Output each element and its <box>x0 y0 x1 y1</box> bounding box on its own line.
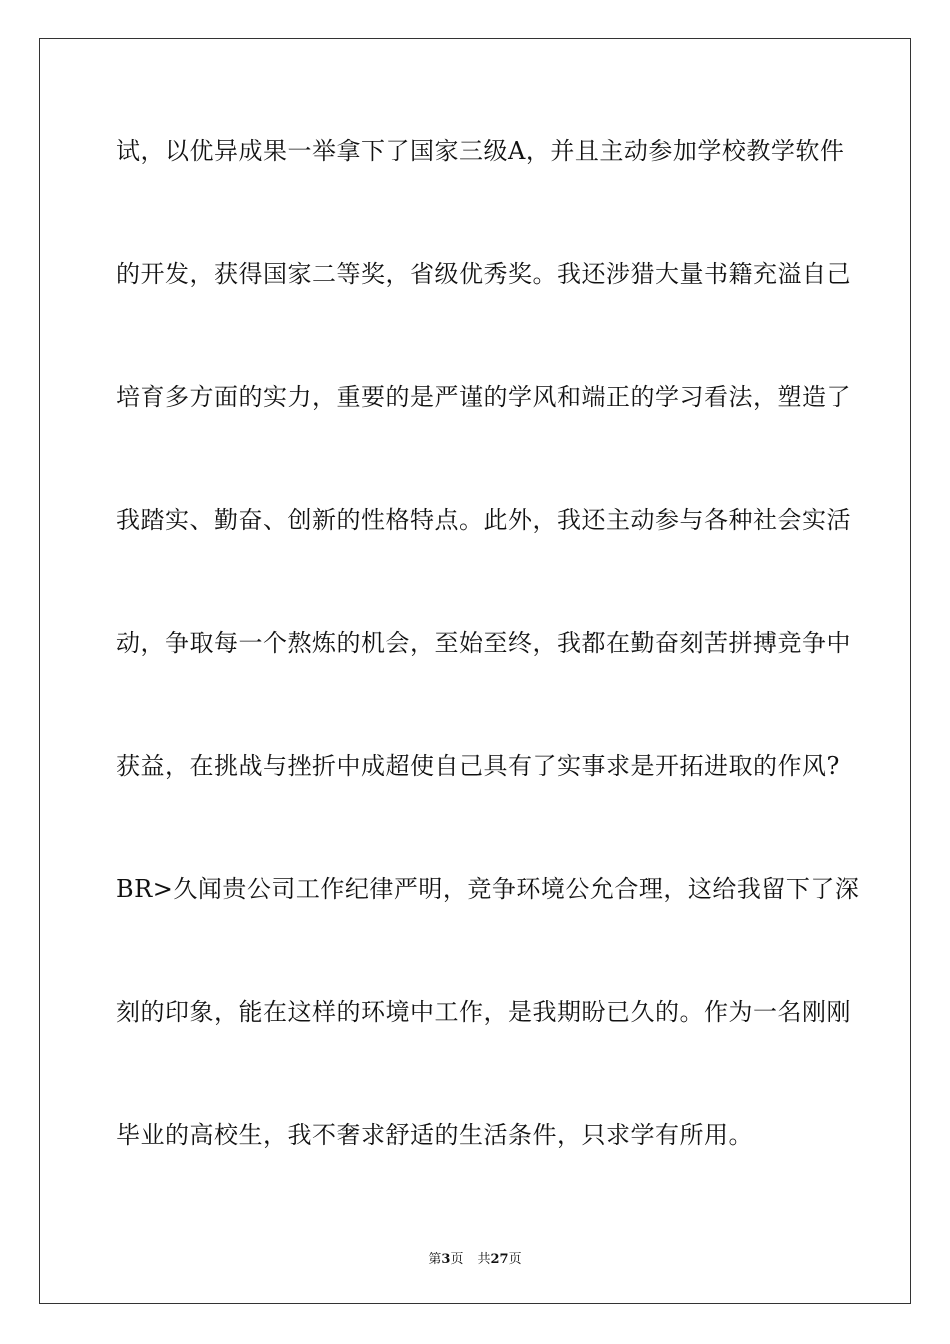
body-text-line: BR>久闻贵公司工作纪律严明，竞争环境公允合理，这给我留下了深 <box>116 875 860 903</box>
page-prefix: 第 <box>428 1252 442 1267</box>
body-text-line: 培育多方面的实力，重要的是严谨的学风和端正的学习看法，塑造了 <box>116 383 851 411</box>
body-text-line: 毕业的高校生，我不奢求舒适的生活条件，只求学有所用。 <box>116 1121 753 1149</box>
page-current: 3 <box>441 1252 451 1267</box>
page-unit: 页 <box>450 1252 464 1267</box>
body-text-line: 我踏实、勤奋、创新的性格特点。此外，我还主动参与各种社会实活 <box>116 506 851 534</box>
body-text-line: 试，以优异成果一举拿下了国家三级A，并且主动参加学校教学软件 <box>116 137 845 165</box>
total-prefix: 共 <box>477 1252 491 1267</box>
page-footer <box>0 1248 950 1267</box>
page-frame <box>39 38 911 1304</box>
body-text-line: 刻的印象，能在这样的环境中工作，是我期盼已久的。作为一名刚刚 <box>116 998 851 1026</box>
page-total: 27 <box>490 1252 509 1267</box>
body-text-line: 的开发，获得国家二等奖，省级优秀奖。我还涉猎大量书籍充溢自己 <box>116 260 851 288</box>
total-unit: 页 <box>508 1252 522 1267</box>
body-text-line: 动，争取每一个熬炼的机会，至始至终，我都在勤奋刻苦拼搏竞争中 <box>116 629 851 657</box>
body-text-line: 获益，在挑战与挫折中成超使自己具有了实事求是开拓进取的作风? <box>116 752 840 780</box>
